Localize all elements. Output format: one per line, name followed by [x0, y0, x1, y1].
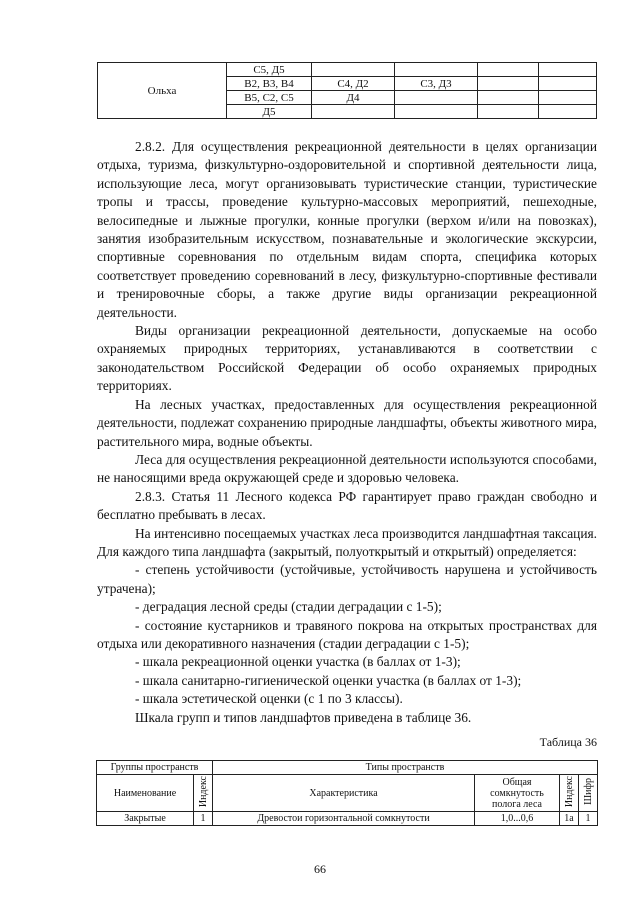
paragraph: 2.8.2. Для осуществления рекреационной деятельности в целях организации отдыха, туризма, физкультурно-оздоровительной и спортивной деятельности лица, использующие леса, могут организовывать туристические станции, туристические тропы и трассы, проведение культурно-массовых мероприятий, пешеходные, велосипедные и лыжные прогулки, конные прогулки (верхом и/или на повозках), занятия изобразительным искусством, познавательные и экологические экскурсии, спортивные соревнования по отдельным видам спорта, специфика которых соответствует проведению соревнований в лесу, физкультурно-спортивные фестивали и тренировочные сборы, а также другие виды организации рекреационной деятельности. — [97, 139, 597, 320]
page-number: 66 — [314, 862, 326, 876]
body-text — [97, 138, 597, 751]
table-cell: 1,0...0,6 — [475, 812, 560, 826]
table-cell — [539, 63, 597, 77]
index-header: Индекс — [197, 776, 209, 808]
table-cell: 1 — [194, 812, 213, 826]
density-header: Общая сомкнутость полога леса — [475, 775, 560, 812]
table-cell — [539, 105, 597, 119]
table-cell — [539, 77, 597, 91]
list-item: - шкала эстетической оценки (с 1 по 3 классы). — [135, 691, 403, 707]
index2-header: Индекс — [563, 776, 575, 808]
characteristic-header: Характеристика — [213, 775, 475, 812]
table-cell: С5, Д5 — [227, 63, 312, 77]
code-header: Шифр — [582, 778, 594, 806]
table-cell: Древостои горизонтальной сомкнутости — [213, 812, 475, 826]
paragraph: Леса для осуществления рекреационной деятельности используются способами, не наносящими вреда окружающей среде и здоровью человека. — [97, 451, 597, 486]
table-cell — [395, 91, 478, 105]
top-table — [97, 62, 597, 119]
table-cell — [312, 63, 395, 77]
table-cell: Закрытые — [97, 812, 194, 826]
table-cell: 1 — [579, 812, 598, 826]
paragraph: Шкала групп и типов ландшафтов приведена в таблице 36. — [135, 709, 472, 725]
table-header-row — [97, 775, 598, 812]
group-header: Группы пространств — [97, 761, 213, 775]
table-cell: Д5 — [227, 105, 312, 119]
table-header-row — [97, 761, 598, 775]
table-cell: В2, В3, В4 — [227, 77, 312, 91]
table-row — [97, 812, 598, 826]
table-cell — [478, 77, 539, 91]
table-cell: В5, С2, С5 — [227, 91, 312, 105]
table-row — [98, 63, 597, 77]
table-cell — [478, 91, 539, 105]
species-cell: Ольха — [98, 63, 227, 119]
table-cell: С4, Д2 — [312, 77, 395, 91]
name-header: Наименование — [97, 775, 194, 812]
landscape-table — [96, 760, 598, 826]
table-cell — [478, 63, 539, 77]
table-cell — [312, 105, 395, 119]
list-item: - шкала рекреационной оценки участка (в баллах от 1-3); — [135, 654, 461, 670]
table-caption: Таблица 36 — [539, 735, 597, 749]
table-cell: Д4 — [312, 91, 395, 105]
list-item: - деградация лесной среды (стадии деградации с 1-5); — [135, 599, 442, 615]
table-cell: С3, Д3 — [395, 77, 478, 91]
table-cell — [395, 63, 478, 77]
list-item: - степень устойчивости (устойчивые, устойчивость нарушена и устойчивость утрачена); — [97, 562, 597, 596]
table-cell: 1а — [560, 812, 579, 826]
table-cell — [395, 105, 478, 119]
table-cell — [478, 105, 539, 119]
paragraph: Виды организации рекреационной деятельности, допускаемые на особо охраняемых природных территориях, устанавливаются в соответствии с законодательством Российской Федерации об особо охраняемых природных территориях. — [97, 323, 597, 394]
paragraph: На лесных участках, предоставленных для осуществления рекреационной деятельности, подлежат сохранению природные ландшафты, объекты животного мира, растительного мира, водные объекты. — [97, 396, 597, 449]
table-cell — [539, 91, 597, 105]
list-item: - шкала санитарно-гигиенической оценки участка (в баллах от 1-3); — [135, 672, 522, 688]
paragraph: На интенсивно посещаемых участках леса производится ландшафтная таксация. Для каждого типа ландшафта (закрытый, полуоткрытый и открытый) определяется: — [97, 525, 597, 559]
types-header: Типы пространств — [213, 761, 598, 775]
paragraph: 2.8.3. Статья 11 Лесного кодекса РФ гарантирует право граждан свободно и бесплатно пребывать в лесах. — [97, 488, 597, 523]
list-item: - состояние кустарников и травяного покрова на открытых пространствах для отдыха или декоративного назначения (стадии деградации с 1-5); — [97, 617, 597, 651]
